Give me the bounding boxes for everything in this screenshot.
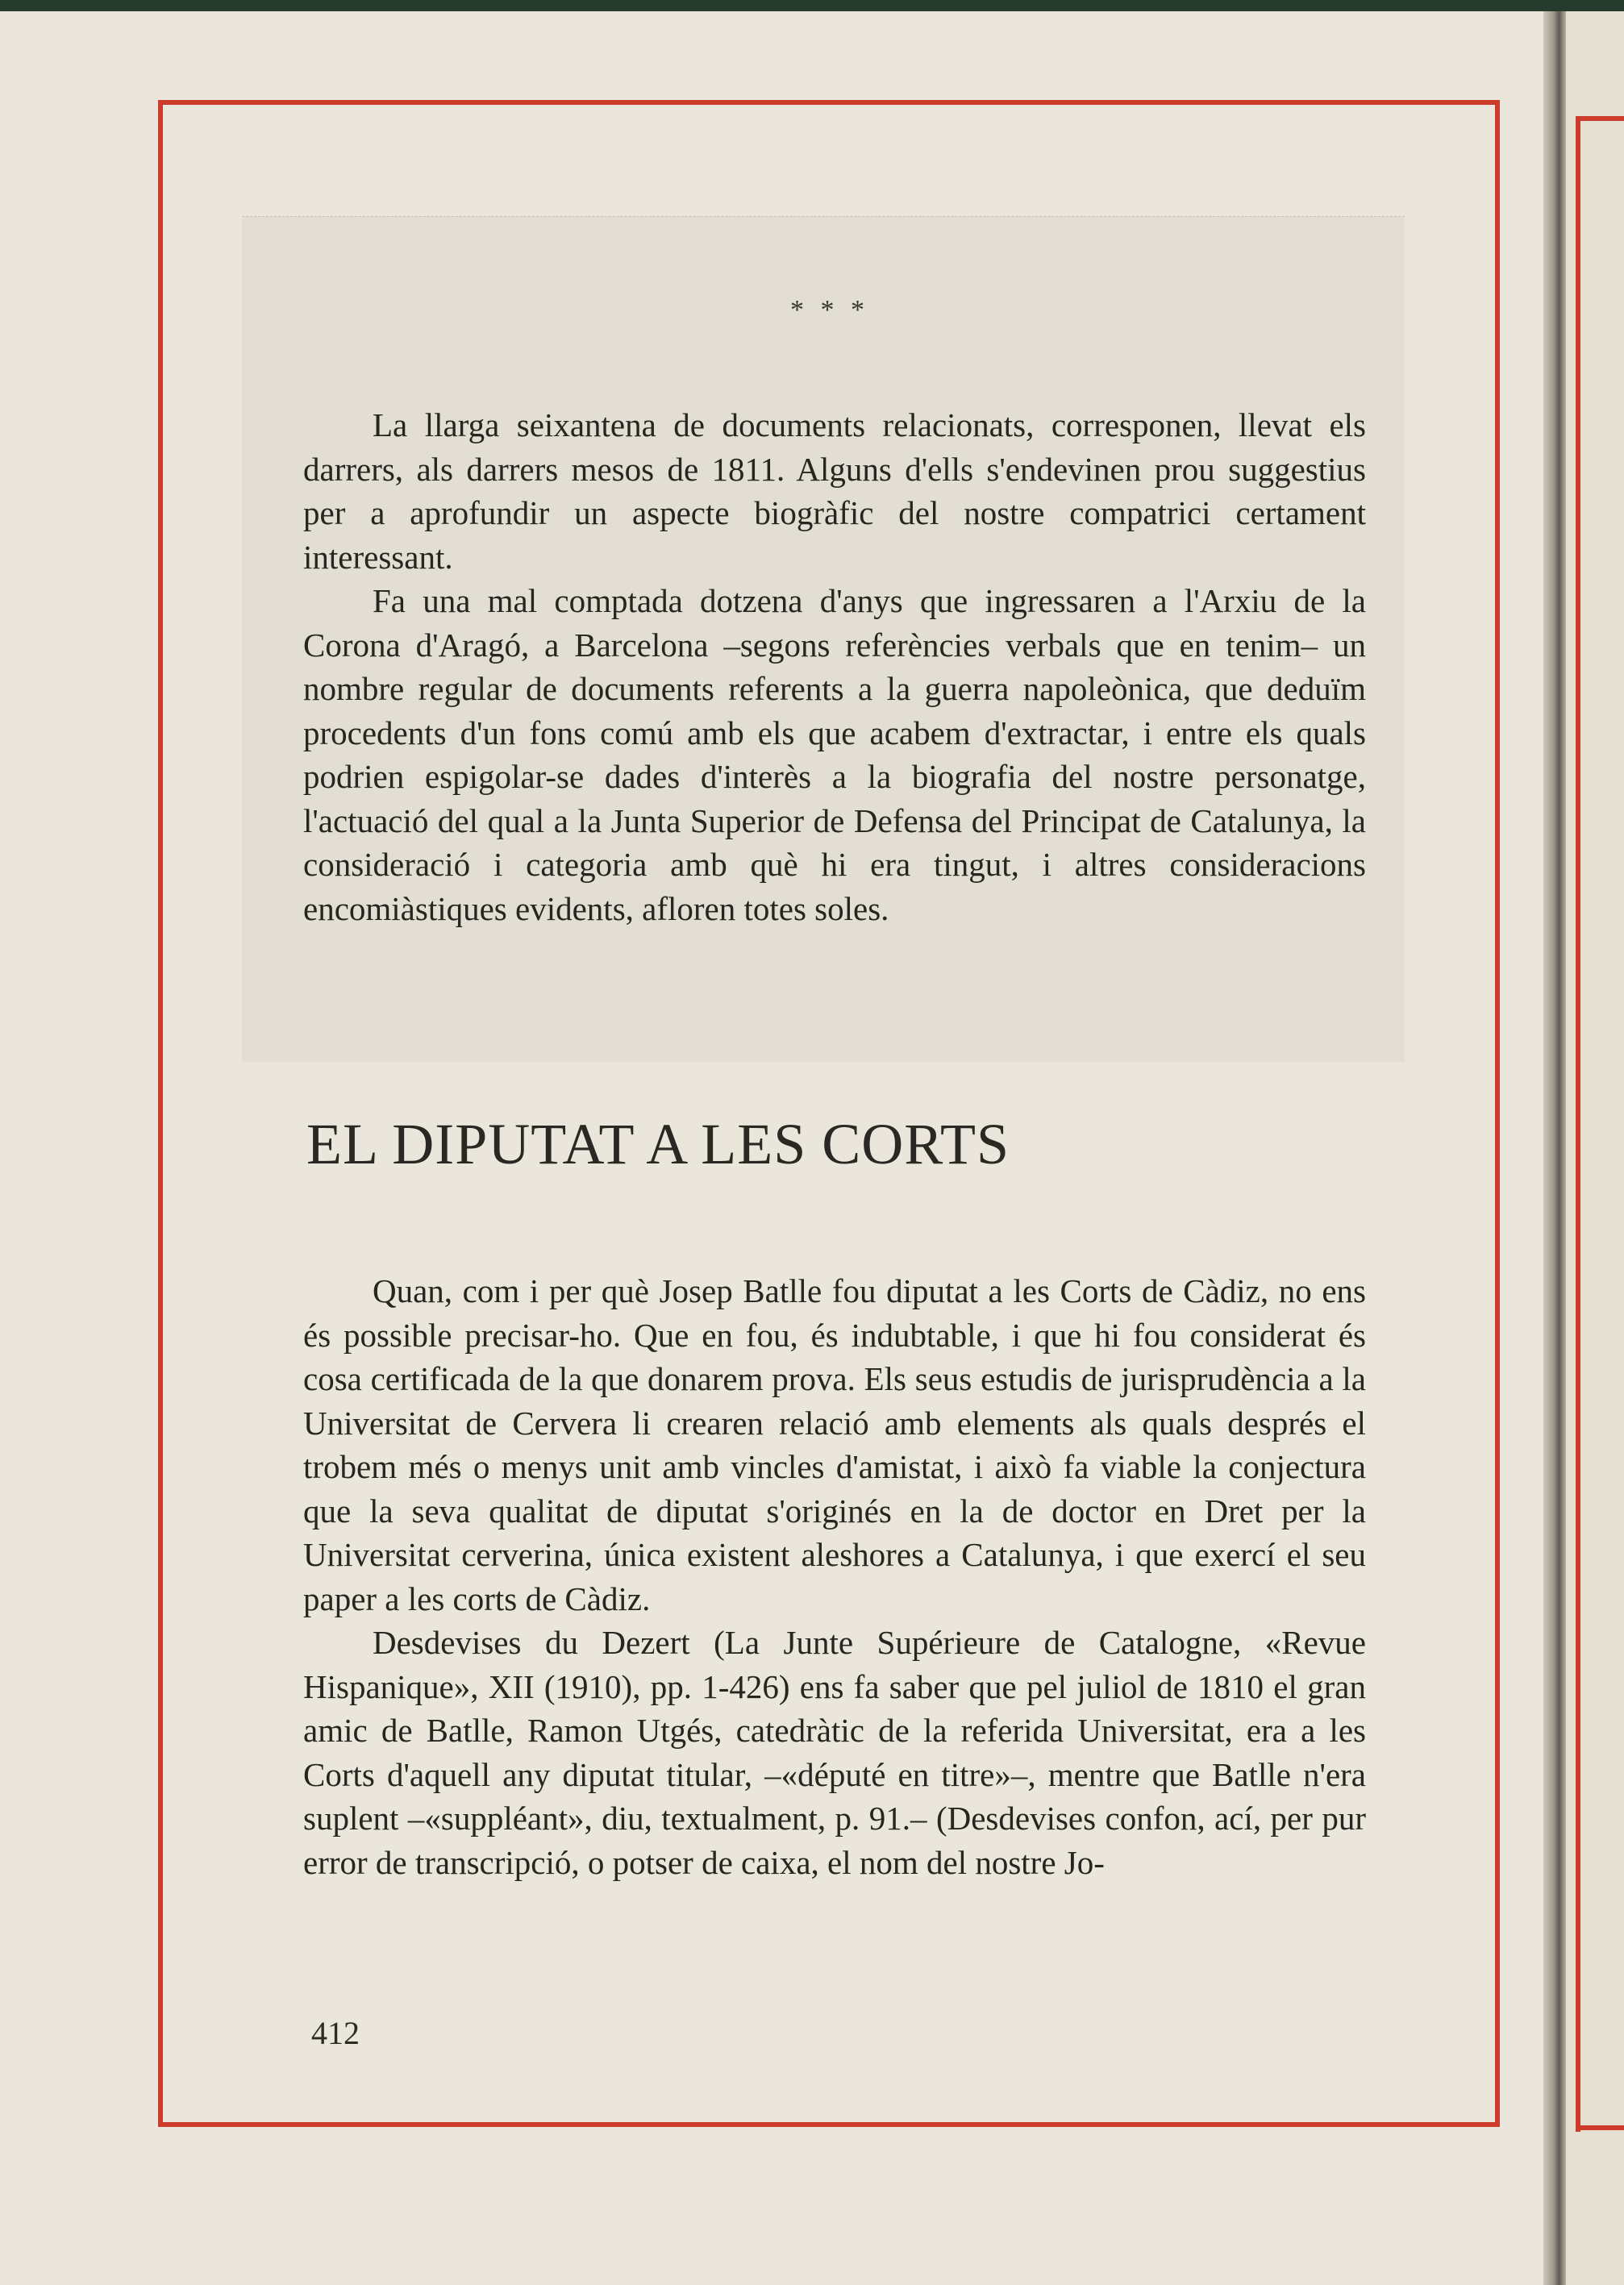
body-paragraph-1: Quan, com i per què Josep Batlle fou diputat a les Corts de Càdiz, no ens és possible precisar-ho. Que en fou, és indubtable, i que hi fou considerat és cosa certificada de la que donarem prova. Els seus estudis de jurisprudència a la Universitat de Cervera li crearen relació amb elements als quals després el trobem més o menys unit amb vincles d'amistat, i això fa viable la conjectura que la seva qualitat de diputat s'originés en la de doctor en Dret per la Universitat cerverina, única existent aleshores a Catalunya, i que exercí el seu paper a les corts de Càdiz.: [303, 1272, 1366, 1617]
adjacent-page: [1566, 11, 1624, 2285]
book-gutter: [1543, 11, 1566, 2285]
section-heading: EL DIPUTAT A LES CORTS: [306, 1112, 1010, 1176]
adjacent-page-border-top: [1577, 116, 1624, 121]
page-number: 412: [311, 2015, 360, 2051]
section-body: [303, 1269, 1366, 1884]
adjacent-page-border-left: [1576, 116, 1580, 2132]
intro-text: [303, 403, 1366, 930]
intro-paragraph-2: Fa una mal comptada dotzena d'anys que ingressaren a l'Arxiu de la Corona d'Aragó, a Barcelona –segons referències verbals que en tenim– un nombre regular de documents referents a la guerra napoleònica, que deduïm procedents d'un fons comú amb els que acabem d'extractar, i entre els quals podrien espigolar-se dades d'interès a la biografia del nostre personatge, l'actuació del qual a la Junta Superior de Defensa del Principat de Catalunya, la consideració i categoria amb què hi era tingut, i altres consideracions encomiàstiques evidents, afloren totes soles.: [303, 582, 1366, 927]
section-separator: * * *: [790, 295, 869, 325]
intro-paragraph-1: La llarga seixantena de documents relacionats, corresponen, llevat els darrers, als darrers mesos de 1811. Alguns d'ells s'endevinen prou suggestius per a aprofundir un aspecte biogràfic del nostre compatrici certament interessant.: [303, 406, 1366, 576]
body-paragraph-2: Desdevises du Dezert (La Junte Supérieure de Catalogne, «Revue Hispanique», XII (1910), pp. 1-426) ens fa saber que pel juliol de 1810 el gran amic de Batlle, Ramon Utgés, catedràtic de la referida Universitat, era a les Corts d'aquell any diputat titular, –«député en titre»–, mentre que Batlle n'era suplent –«suppléant», diu, textualment, p. 91.– (Desdevises confon, ací, per pur error de transcripció, o potser de caixa, el nom del nostre Jo-: [303, 1624, 1366, 1881]
adjacent-page-border-bottom: [1576, 2125, 1624, 2130]
